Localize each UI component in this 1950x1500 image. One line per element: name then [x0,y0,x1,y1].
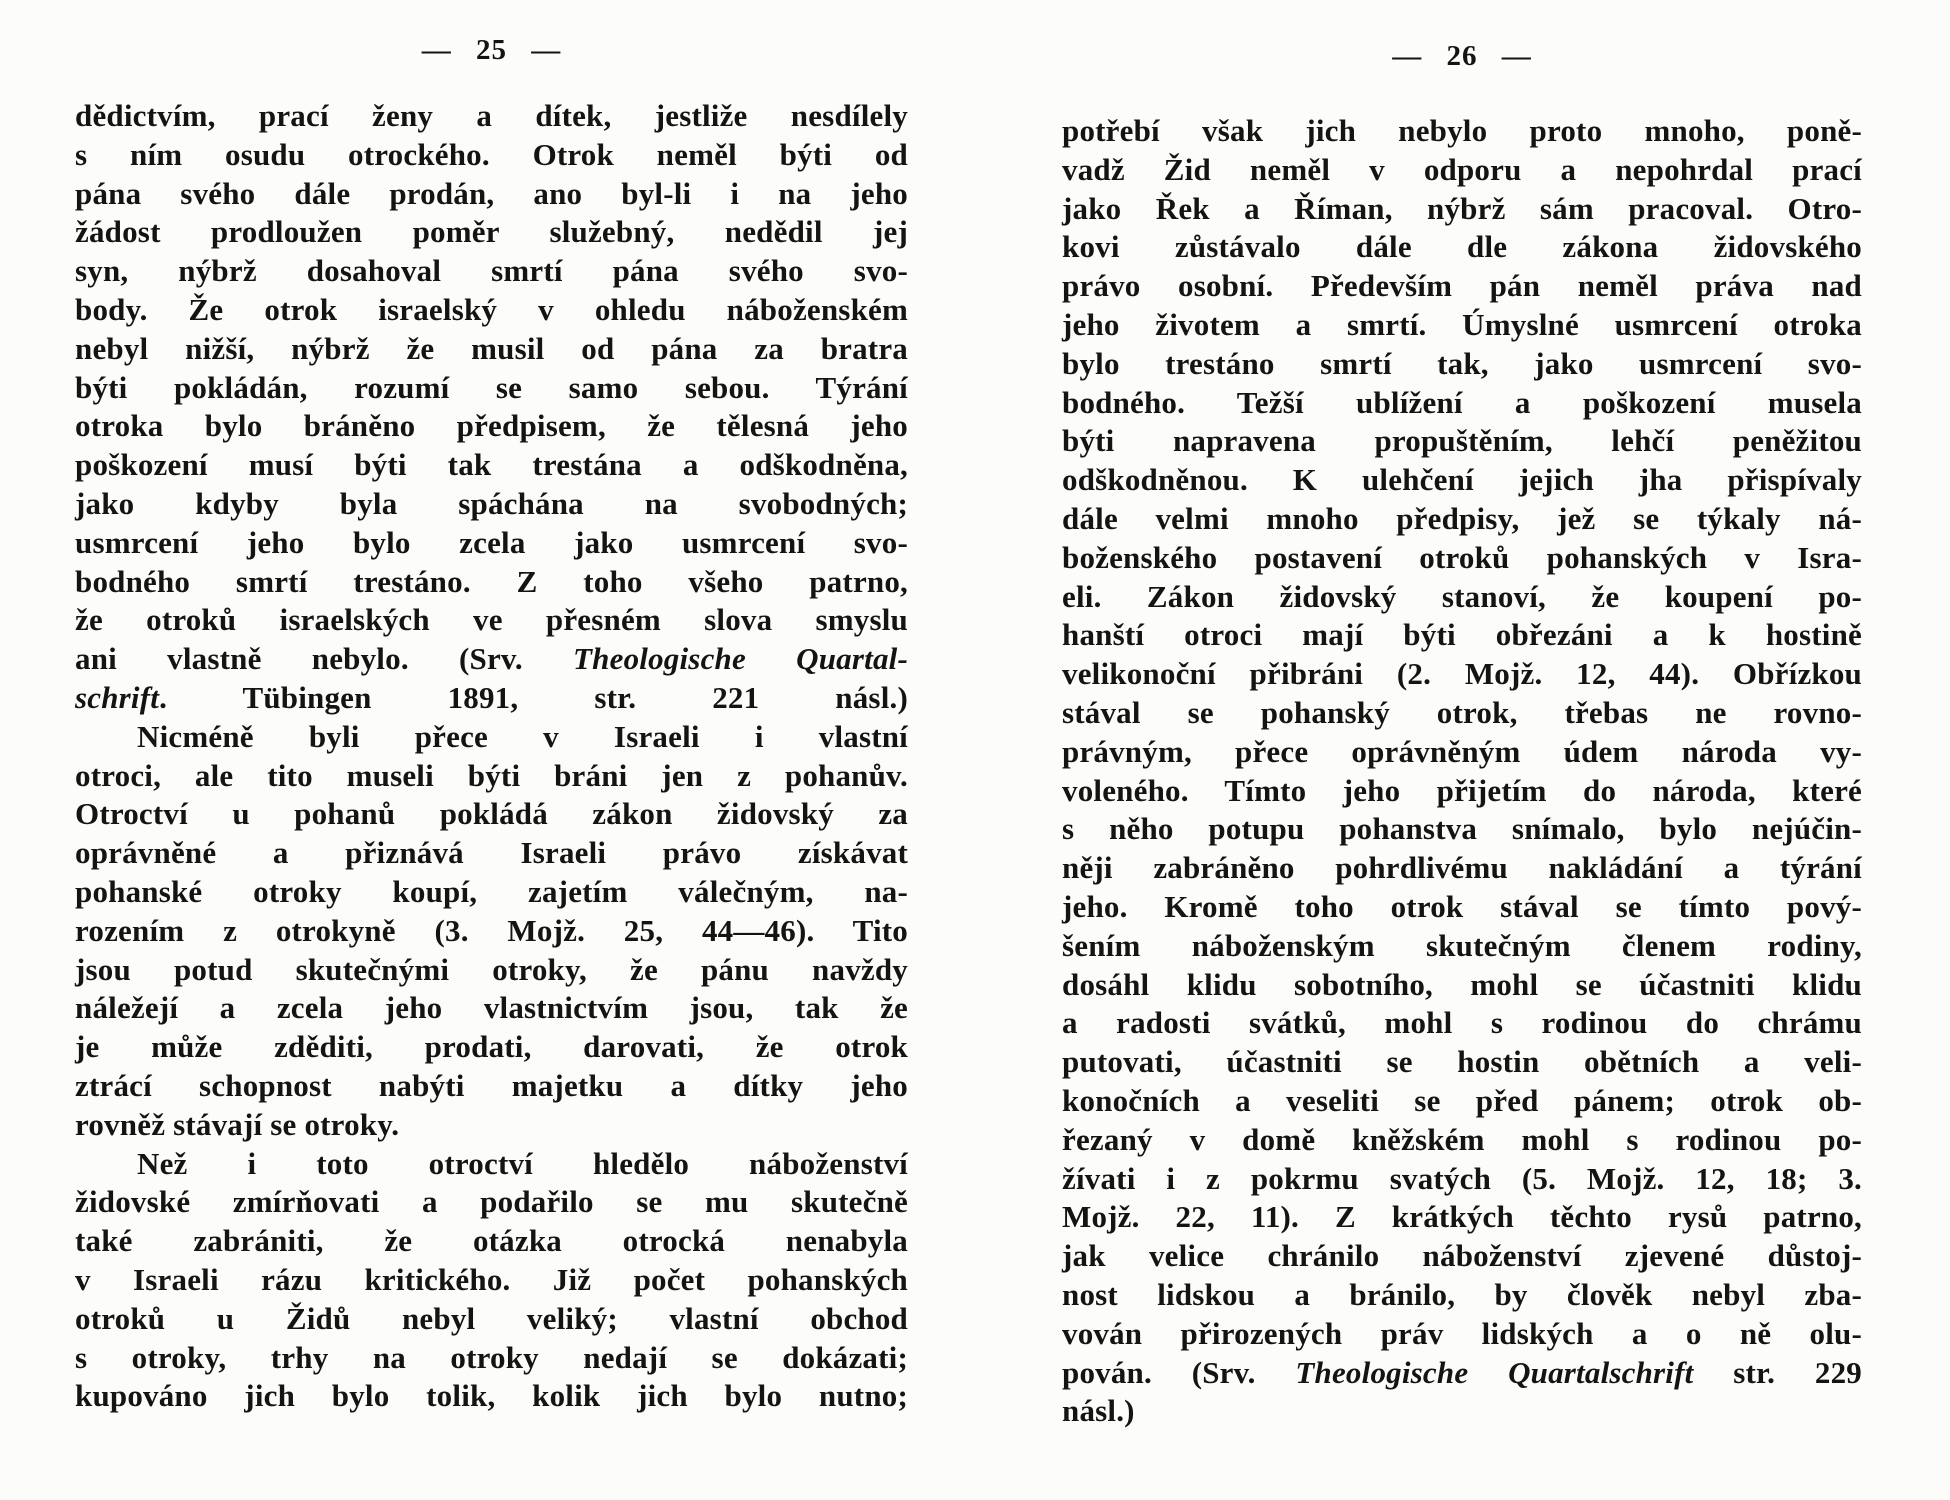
text-line: jeho. Kromě toho otrok stával se tímto pový- [1062,888,1862,924]
text-line: Mojž. 22, 11). Z krátkých těchto rysů patrno, [1062,1199,1862,1235]
text-line: vován přirozených práv lidských a o ně olu- [1062,1315,1862,1351]
text-line: dědictvím, prací ženy a dítek, jestliže nesdílely [75,98,908,133]
text-line: právným, přece oprávněným údem národa vy- [1062,733,1862,769]
page-number-header-right: — 26 — [1392,40,1532,72]
text-line: oprávněné a přiznává Israeli právo získávat [75,835,908,871]
text-line: bodného. Težší ublížení a poškození musela [1062,384,1862,420]
text-line: stával se pohanský otrok, třebas ne rovno- [1062,694,1862,730]
text-line: velikonoční přibráni (2. Mojž. 12, 44). Obřízkou [1062,656,1862,692]
text-line: pána svého dále prodán, ano byl-li i na jeho [75,175,908,211]
text-line: nost lidskou a bránilo, by člověk nebyl zba- [1062,1276,1862,1312]
text-line: s něho potupu pohanstva snímalo, bylo nejúčin- [1062,811,1862,847]
text-line: usmrcení jeho bylo zcela jako usmrcení svo- [75,524,908,560]
text-line: pován. (Srv. Theologische Quartalschrift str. 229 [1062,1354,1863,1390]
text-line: odškodněnou. K ulehčení jejich jha přispívaly [1062,462,1862,498]
text-line: jsou potud skutečnými otroky, že pánu navždy [75,951,908,987]
text-line: boženského postavení otroků pohanských v Isra- [1062,539,1862,575]
text-line: nebyl nižší, nýbrž že musil od pána za bratra [75,330,908,366]
text-line: otroků u Židů nebyl veliký; vlastní obchod [75,1300,908,1336]
text-line: ztrácí schopnost nabýti majetku a dítky jeho [75,1067,908,1103]
text-line: býti napravena propuštěním, lehčí peněžitou [1062,423,1862,459]
text-line: jako Řek a Říman, nýbrž sám pracoval. Otro- [1062,190,1862,226]
text-line: hanští otroci mají býti obřezáni a k hostině [1062,617,1862,653]
text-line: syn, nýbrž dosahoval smrtí pána svého svo- [75,253,908,289]
text-line: jak velice chránilo náboženství zjevené důstoj- [1062,1238,1862,1274]
text-line: s ním osudu otrockého. Otrok neměl býti od [75,136,908,172]
text-line: Než i toto otroctví hledělo náboženství [137,1145,908,1181]
text-line: body. Že otrok israelský v ohledu náboženském [75,291,908,327]
text-line: řezaný v domě kněžském mohl s rodinou po- [1062,1121,1862,1157]
text-line: býti pokládán, rozumí se samo sebou. Týrání [75,369,908,405]
text-line: ani vlastně nebylo. (Srv. Theologische Quartal- [75,641,908,677]
text-line: žádost prodloužen poměr služebný, nedědil jej [75,214,908,250]
text-line: žívati i z pokrmu svatých (5. Mojž. 12, 18; 3. [1062,1160,1862,1196]
text-line: jako kdyby byla spáchána na svobodných; [75,485,908,521]
text-line: potřebí však jich nebylo proto mnoho, poně- [1062,113,1862,148]
page-number-header-left: — 25 — [421,34,562,66]
page-25 [75,0,908,1500]
text-line: v Israeli rázu kritického. Již počet pohanských [75,1261,908,1297]
text-line: násl.) [1062,1393,1135,1429]
text-line: také zabrániti, že otázka otrocká nenabyla [75,1223,908,1259]
text-line: právo osobní. Především pán neměl práva nad [1062,268,1862,304]
text-line: rozením z otrokyně (3. Mojž. 25, 44—46). Tito [75,912,908,948]
text-line: Otroctví u pohanů pokládá zákon židovský za [75,796,908,832]
page-26-text-column [1062,112,1862,1431]
text-line: voleného. Tímto jeho přijetím do národa, které [1062,772,1862,808]
page-25-text-column [75,97,908,1416]
text-line: rovněž stávají se otroky. [75,1106,400,1142]
text-line: a radosti svátků, mohl s rodinou do chrámu [1062,1005,1862,1041]
text-line: dosáhl klidu sobotního, mohl se účastniti klidu [1062,966,1862,1002]
text-line: židovské zmírňovati a podařilo se mu skutečně [75,1184,908,1220]
text-line: jeho životem a smrtí. Úmyslné usmrcení otroka [1062,306,1862,342]
text-line: kovi zůstávalo dále dle zákona židovského [1062,229,1862,265]
text-line: bodného smrtí trestáno. Z toho všeho patrno, [75,563,908,599]
text-line: eli. Zákon židovský stanoví, že koupení po- [1062,578,1862,614]
text-line: šením náboženským skutečným členem rodiny, [1062,927,1862,963]
text-line: že otroků israelských ve přesném slova smyslu [75,602,908,638]
text-line: vadž Žid neměl v odporu a nepohrdal prací [1062,151,1862,187]
text-line: pohanské otroky koupí, zajetím válečným, na- [75,873,908,909]
text-line: otroka bylo bráněno předpisem, že tělesná jeho [75,408,908,444]
text-line: schrift. Tübingen 1891, str. 221 násl.) [75,679,908,715]
text-line: kupováno jich bylo tolik, kolik jich bylo nutno; [75,1378,908,1414]
text-line: otroci, ale tito museli býti bráni jen z pohanův. [75,757,908,793]
text-line: náležejí a zcela jeho vlastnictvím jsou, tak že [75,990,908,1026]
text-line: je může zděditi, prodati, darovati, že otrok [75,1029,908,1065]
text-line: Nicméně byli přece v Israeli i vlastní [137,718,908,754]
text-line: s otroky, trhy na otroky nedají se dokázati; [75,1339,908,1375]
page-26 [1062,0,1862,1500]
text-line: poškození musí býti tak trestána a odškodněna, [75,447,908,483]
text-line: putovati, účastniti se hostin obětních a veli- [1062,1044,1862,1080]
text-line: dále velmi mnoho předpisy, jež se týkaly ná- [1062,500,1862,536]
text-line: konočních a veseliti se před pánem; otrok ob- [1062,1082,1862,1118]
text-line: něji zabráněno pohrdlivému nakládání a týrání [1062,850,1862,886]
text-line: bylo trestáno smrtí tak, jako usmrcení svo- [1062,345,1862,381]
